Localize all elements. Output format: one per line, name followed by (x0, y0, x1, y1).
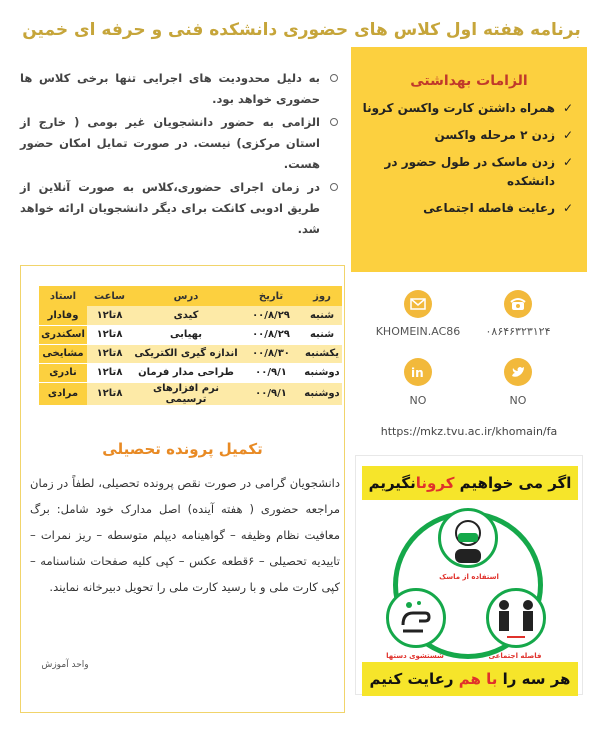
table-cell: دوشنبه (302, 363, 342, 382)
social-distance-icon (486, 588, 546, 648)
table-cell: نادری (39, 363, 87, 382)
table-row (39, 306, 342, 325)
table-cell: ۰۰/۹/۱ (240, 382, 302, 405)
section-title: تکمیل پرونده تحصیلی (102, 440, 263, 458)
email-label[interactable]: KHOMEIN.AC86 (375, 325, 461, 338)
table-cell: ۰۰/۸/۲۹ (240, 325, 302, 344)
health-item: ✓ زدن ماسک در طول حضور در دانشکده (384, 155, 573, 188)
health-item: ✓ همراه داشتن کارت واکسن کرونا (359, 99, 573, 118)
covid-poster (355, 455, 583, 695)
table-cell: ۸تا۱۲ (87, 306, 132, 325)
table-cell: مرادی (39, 382, 87, 405)
svg-text:in: in (411, 366, 424, 380)
table-cell: ۰۰/۸/۳۰ (240, 344, 302, 363)
email-icon[interactable] (404, 290, 432, 318)
table-header-row (39, 286, 342, 306)
table-cell: طراحی مدار فرمان (132, 363, 240, 382)
table-cell: ۸تا۱۲ (87, 382, 132, 405)
body-paragraph: دانشجویان گرامی در صورت نقص پرونده تحصیلی، لطفاً در زمان مراجعه حضوری ( هفته آینده) اصل مدارک خود شامل: برگ معافیت نظام وظیفه – گواهینامه دیپلم متوسطه – ریز نمرات – تاییدیه تحصیلی – ۶قطعه عکس – کپی کلیه صفحات شناسنامه – کپی کارت ملی و با رسید کارت ملی را تحویل دبیرخانه نمایند. (30, 476, 340, 594)
poster-top-banner: اگر می خواهیم کرونانگیریم (362, 466, 578, 500)
phone-icon[interactable] (504, 290, 532, 318)
table-cell: مشایخی (39, 344, 87, 363)
checkmark-icon: ✓ (562, 101, 573, 115)
hand-wash-label: شستشوی دستها (386, 652, 444, 660)
circle-bullet-icon (330, 74, 338, 82)
notice-list (20, 68, 340, 242)
column-header: درس (132, 286, 240, 306)
table-cell: نرم افزارهای ترسیمی (132, 382, 240, 405)
health-list (351, 99, 587, 218)
column-header: ساعت (87, 286, 132, 306)
social-distance-label: فاصله اجتماعی (488, 652, 542, 660)
notice-item: به دلیل محدودیت های اجرایی تنها برخی کلاس ها حضوری خواهد بود. (20, 68, 340, 110)
mask-icon (438, 508, 498, 568)
hand-wash-icon (386, 588, 446, 648)
table-cell: یکشنبه (302, 344, 342, 363)
table-cell: بهیابی (132, 325, 240, 344)
health-item: ✓ زدن ۲ مرحله واکسن (359, 126, 573, 145)
column-header: روز (302, 286, 342, 306)
table-cell: شنبه (302, 325, 342, 344)
mask-label: استفاده از ماسک (439, 573, 499, 581)
linkedin-label[interactable]: NO (409, 394, 427, 407)
schedule-table (39, 286, 342, 406)
table-row (39, 325, 342, 344)
table-cell: ۸تا۱۲ (87, 325, 132, 344)
twitter-label[interactable]: NO (509, 394, 527, 407)
checkmark-icon: ✓ (562, 155, 573, 169)
table-cell: ۸تا۱۲ (87, 344, 132, 363)
table-cell: ۰۰/۹/۱ (240, 363, 302, 382)
website-link[interactable]: https://mkz.tvu.ac.ir/khomain/fa (380, 425, 558, 438)
table-cell: ۰۰/۸/۲۹ (240, 306, 302, 325)
column-header: استاد (39, 286, 87, 306)
signature: واحد آموزش (41, 660, 89, 670)
notice-item: الزامی به حضور دانشجویان غیر بومی ( خارج از استان مرکزی) نیست. در صورت تمایل امکان حضور هست. (20, 112, 340, 175)
table-row (39, 344, 342, 363)
table-cell: اسکندری (39, 325, 87, 344)
notice-item: در زمان اجرای حضوری،کلاس به صورت آنلاین از طریق ادوبی کانکت برای دیگر دانشجویان ارائه خواهد شد. (20, 177, 340, 240)
table-cell: کیدی (132, 306, 240, 325)
table-cell: وفادار (39, 306, 87, 325)
circle-bullet-icon (330, 118, 338, 126)
checkmark-icon: ✓ (562, 201, 573, 215)
health-item: ✓ رعایت فاصله اجتماعی (359, 199, 573, 218)
table-row (39, 363, 342, 382)
table-cell: دوشنبه (302, 382, 342, 405)
circle-bullet-icon (330, 183, 338, 191)
linkedin-icon[interactable] (404, 358, 432, 386)
page-title: برنامه هفته اول کلاس های حضوری دانشکده فنی و حرفه ای خمین (22, 20, 581, 40)
column-header: تاریخ (240, 286, 302, 306)
checkmark-icon: ✓ (562, 128, 573, 142)
table-cell: شنبه (302, 306, 342, 325)
health-requirements-box (351, 47, 587, 272)
twitter-icon[interactable] (504, 358, 532, 386)
table-cell: ۸تا۱۲ (87, 363, 132, 382)
phone-label[interactable]: ۰۸۶۴۶۳۲۳۱۲۴ (485, 325, 551, 338)
poster-bottom-banner: هر سه را با هم رعایت کنیم (362, 662, 578, 696)
table-cell: اندازه گیری الکتریکی (132, 344, 240, 363)
table-row (39, 382, 342, 405)
health-title: الزامات بهداشتی (410, 73, 528, 89)
